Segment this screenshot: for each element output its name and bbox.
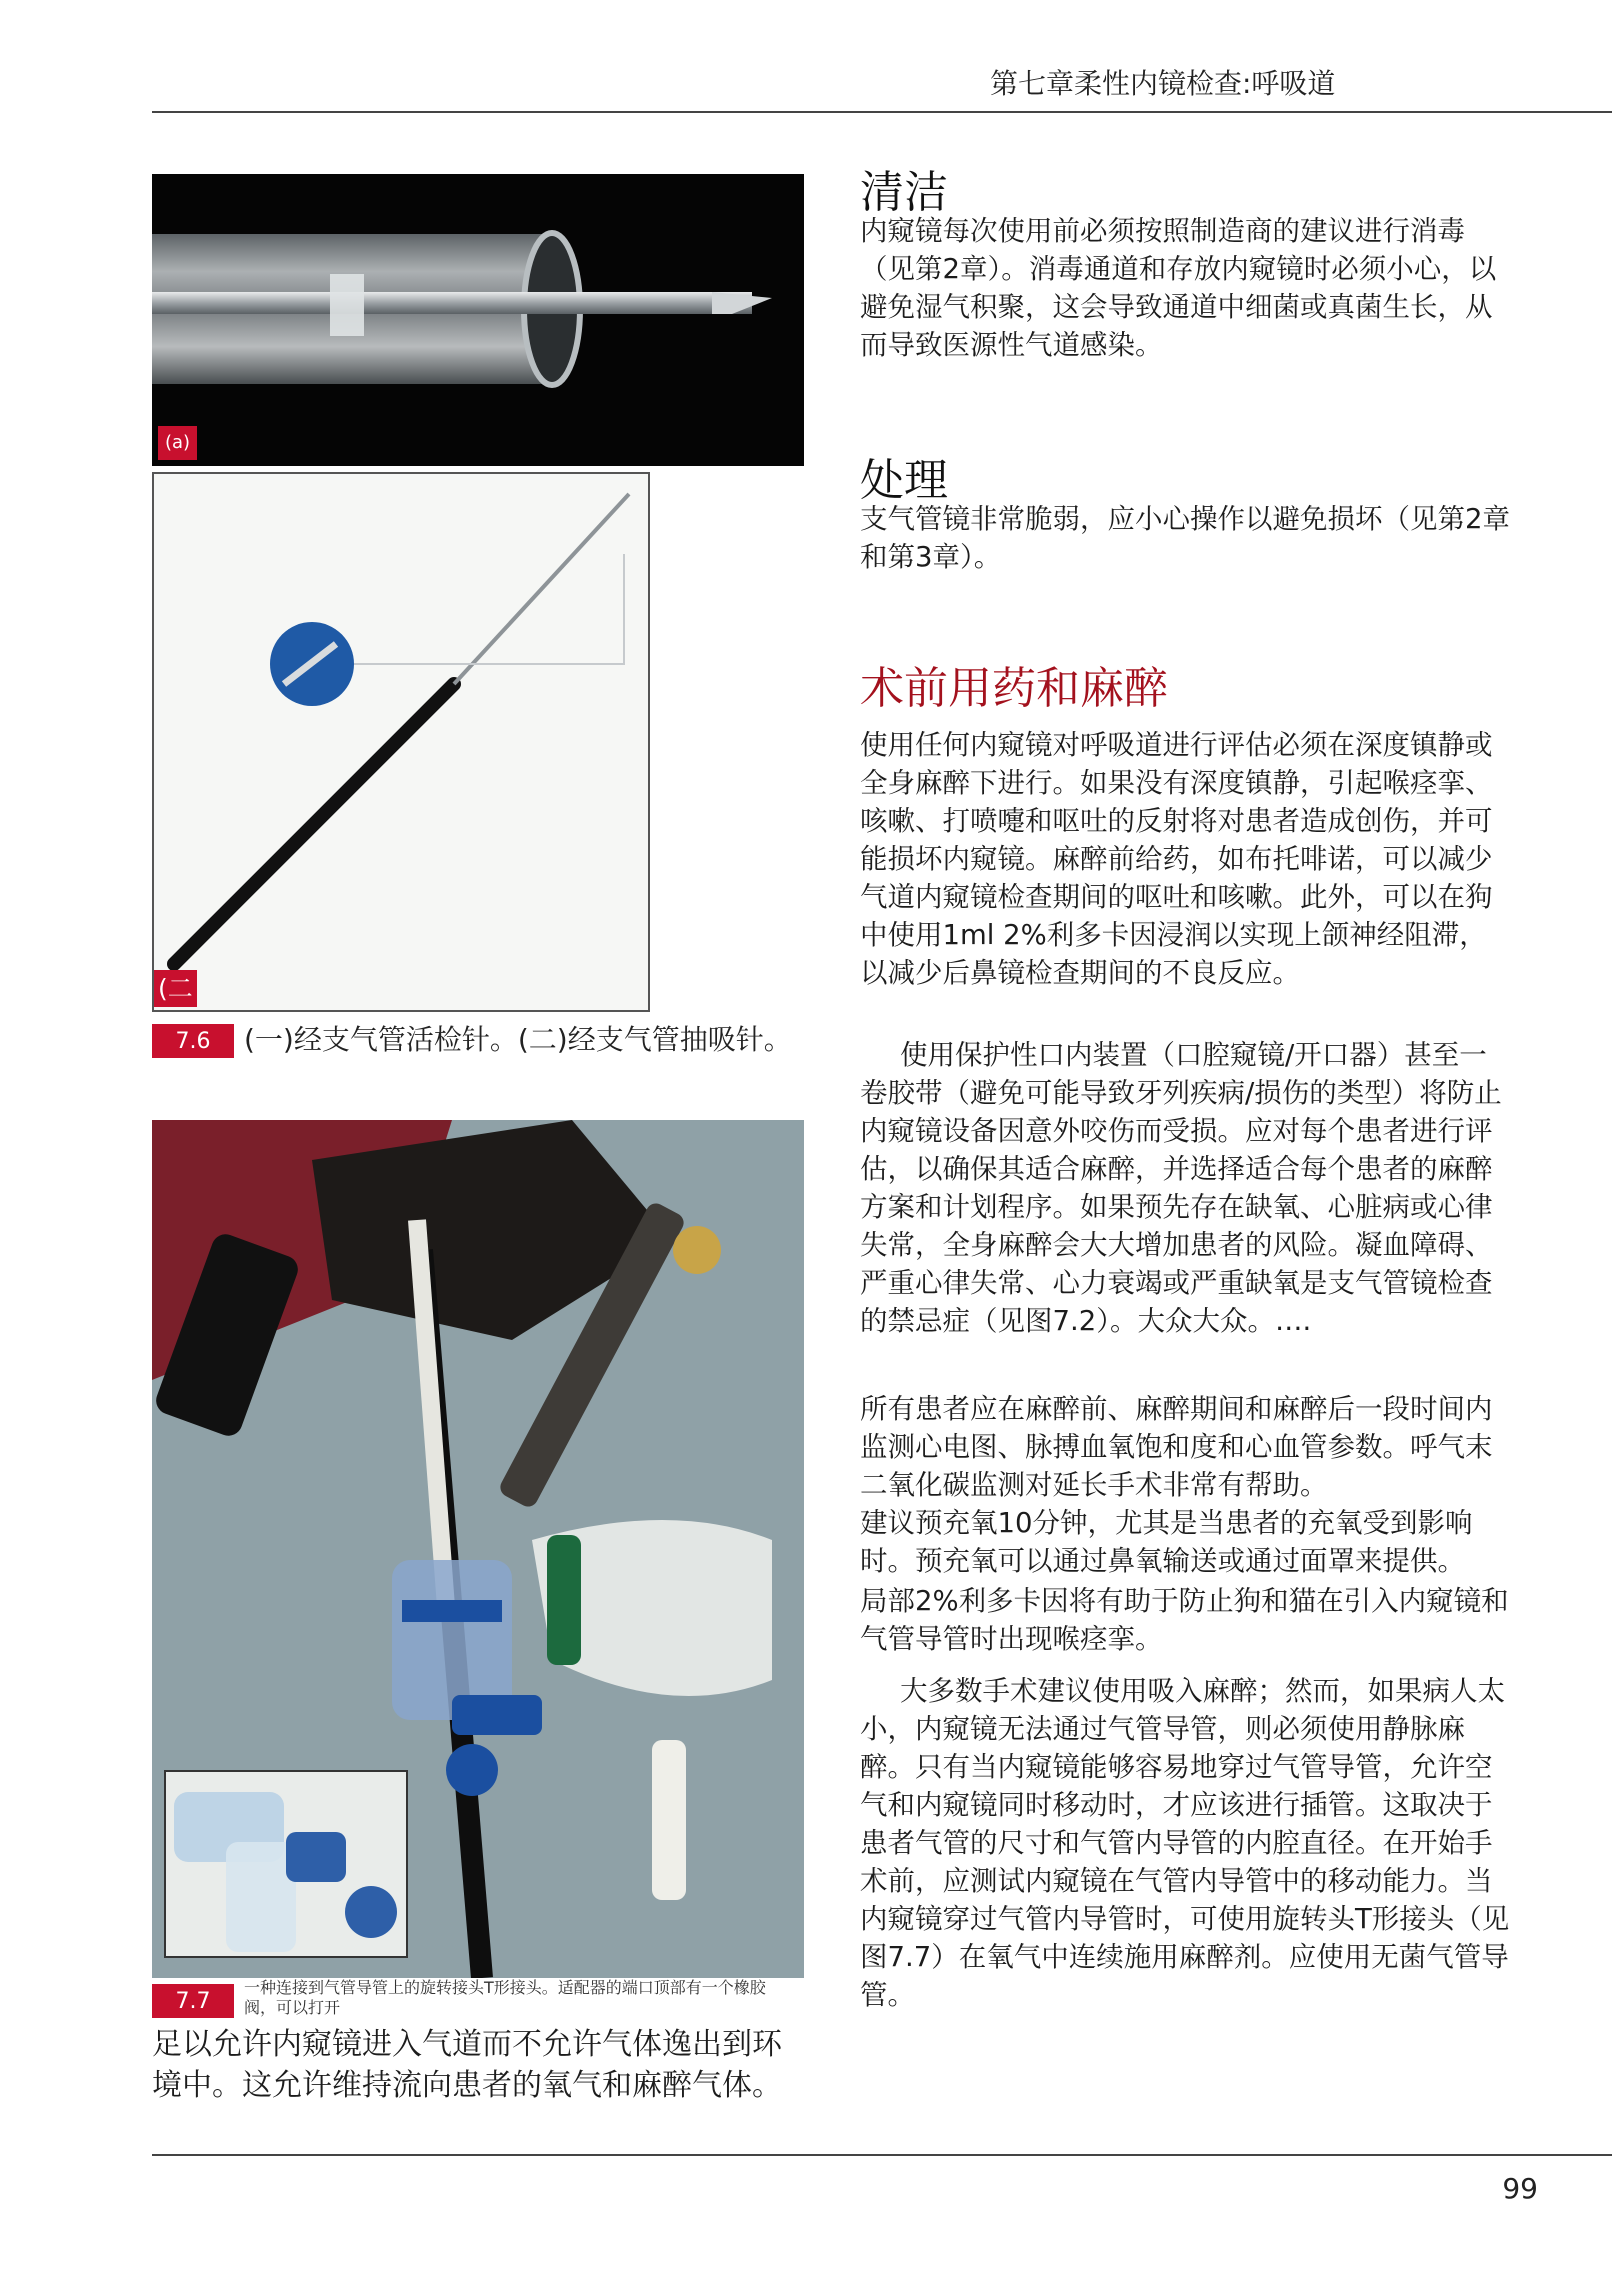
section-heading-cleaning: 清洁 bbox=[860, 167, 948, 218]
anesthesia-paragraph-5: 局部2%利多卡因将有助于防止狗和猫在引入内窥镜和气管导管时出现喉痉挛。 bbox=[860, 1585, 1509, 1655]
anesthesia-paragraph-6: 大多数手术建议使用吸入麻醉；然而，如果病人太小，内窥镜无法通过气管导管，则必须使用静脉麻醉。只有当内窥镜能够容易地穿过气管导管，允许空气和内窥镜同时移动时，才应该进行插管。这取决于患者气管的尺寸和气管内导管的内腔直径。在开始手术前，应测试内窥镜在气管内导管中的移动能力。当内窥镜穿过气管内导管时，可使用旋转头T形接头（见图7.7）在氧气中连续施用麻醉剂。应使用无菌气管导管。 bbox=[860, 1675, 1510, 2011]
figure-7-7-inset-t-adapter-photo bbox=[164, 1770, 408, 1958]
figure-badge-7-7: 7.7 bbox=[152, 1984, 234, 2018]
anesthesia-paragraph-1: 使用任何内窥镜对呼吸道进行评估必须在深度镇静或全身麻醉下进行。如果没有深度镇静，引起喉痉挛、咳嗽、打喷嚏和呕吐的反射将对患者造成创伤，并可能损坏内窥镜。麻醉前给药，如布托啡诺，可以减少气道内窥镜检查期间的呕吐和咳嗽。此外，可以在狗中使用1ml 2%利多卡因浸润以实现上颌神经阻滞，以减少后鼻镜检查期间的不良反应。 bbox=[860, 729, 1493, 989]
figure-7-6b-aspiration-needle-photo bbox=[152, 472, 650, 1012]
figure-7-7-endoscope-tube-photo bbox=[152, 1120, 804, 1978]
figure-7-6a-biopsy-needle-photo bbox=[152, 174, 804, 466]
section-heading-handling: 处理 bbox=[860, 455, 948, 506]
handling-paragraph: 支气管镜非常脆弱，应小心操作以避免损坏（见第2章和第3章）。 bbox=[860, 503, 1510, 573]
figure-7-7-caption: 一种连接到气管导管上的旋转接头T形接头。适配器的端口顶部有一个橡胶阀，可以打开 bbox=[244, 1978, 766, 2017]
cleaning-paragraph: 内窥镜每次使用前必须按照制造商的建议进行消毒（见第2章）。消毒通道和存放内窥镜时必须小心，以避免湿气积聚，这会导致通道中细菌或真菌生长，从而导致医源性气道感染。 bbox=[860, 215, 1497, 361]
left-column-continuation-text: 足以允许内窥镜进入气道而不允许气体逸出到环境中。这允许维持流向患者的氧气和麻醉气体。 bbox=[152, 2027, 782, 2103]
panel-label-a: (a) bbox=[158, 426, 197, 460]
footer-divider bbox=[152, 2154, 1612, 2156]
anesthesia-paragraph-3: 所有患者应在麻醉前、麻醉期间和麻醉后一段时间内监测心电图、脉搏血氧饱和度和心血管参数。呼气末二氧化碳监测对延长手术非常有帮助。 bbox=[860, 1393, 1493, 1501]
panel-label-b: (二 bbox=[154, 970, 197, 1007]
anesthesia-paragraph-4: 建议预充氧10分钟，尤其是当患者的充氧受到影响时。预充氧可以通过鼻氧输送或通过面罩来提供。 bbox=[860, 1507, 1473, 1577]
running-header: 第七章柔性内镜检查:呼吸道 bbox=[990, 67, 1336, 100]
figure-7-6-caption: (一)经支气管活检针。(二)经支气管抽吸针。 bbox=[244, 1023, 792, 1056]
section-heading-anesthesia: 术前用药和麻醉 bbox=[860, 663, 1168, 714]
header-divider bbox=[152, 111, 1612, 113]
page-number: 99 bbox=[1502, 2172, 1538, 2205]
anesthesia-paragraph-2: 使用保护性口内装置（口腔窥镜/开口器）甚至一卷胶带（避免可能导致牙列疾病/损伤的类型）将防止内窥镜设备因意外咬伤而受损。应对每个患者进行评估，以确保其适合麻醉，并选择适合每个患者的麻醉方案和计划程序。如果预先存在缺氧、心脏病或心律失常，全身麻醉会大大增加患者的风险。凝血障碍、严重心律失常、心力衰竭或严重缺氧是支气管镜检查的禁忌症（见图7.2）。大众大众。…. bbox=[860, 1039, 1502, 1337]
figure-badge-7-6: 7.6 bbox=[152, 1024, 234, 1058]
